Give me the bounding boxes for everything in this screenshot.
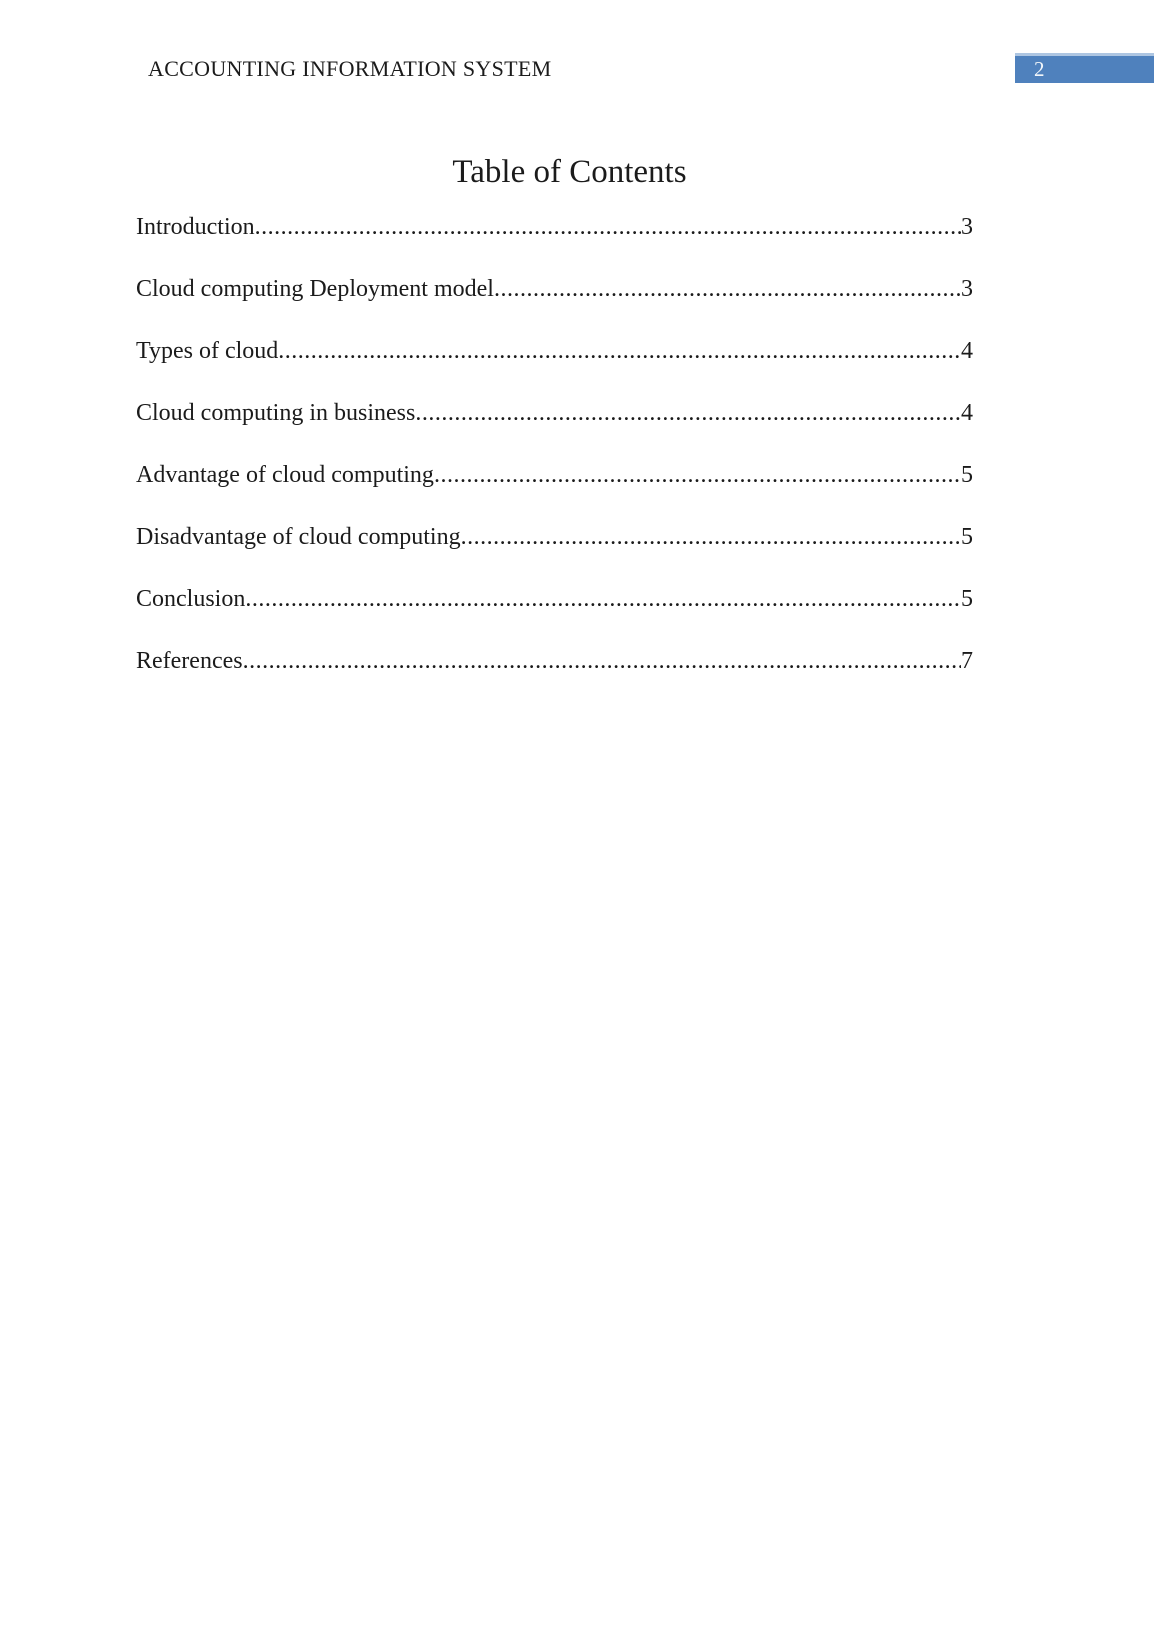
dot-leader	[278, 336, 961, 366]
toc-entry-page: 5	[961, 586, 973, 612]
toc-entry-label: Cloud computing in business	[136, 400, 416, 426]
toc-entry-page: 4	[961, 400, 973, 426]
toc-entry-label: Types of cloud	[136, 338, 279, 364]
toc-list	[136, 198, 973, 694]
page-number-box	[1015, 53, 1154, 83]
toc-entry-advantage-of-cloud-computing	[136, 446, 973, 508]
toc-entry-label: Introduction	[136, 214, 255, 240]
toc-entry-page: 4	[961, 338, 973, 364]
toc-entry-introduction	[136, 198, 973, 260]
dot-leader	[494, 274, 961, 304]
toc-entry-page: 5	[961, 462, 973, 488]
dot-leader	[434, 460, 961, 490]
toc-title: Table of Contents	[452, 154, 687, 190]
toc-entry-page: 7	[961, 648, 973, 674]
toc-entry-label: Advantage of cloud computing	[136, 462, 434, 488]
dot-leader	[415, 398, 961, 428]
page-number-value: 2	[1034, 57, 1045, 81]
dot-leader	[243, 646, 961, 676]
table-of-contents	[136, 152, 973, 694]
dot-leader	[255, 212, 961, 242]
toc-entry-page: 3	[961, 214, 973, 240]
toc-entry-label: Disadvantage of cloud computing	[136, 524, 461, 550]
dot-leader	[245, 584, 961, 614]
toc-entry-types-of-cloud	[136, 322, 973, 384]
toc-entry-label: Conclusion	[136, 586, 246, 612]
toc-entry-label: Cloud computing Deployment model	[136, 276, 494, 302]
toc-entry-label: References	[136, 648, 243, 674]
toc-entry-conclusion	[136, 570, 973, 632]
toc-entry-disadvantage-of-cloud-computing	[136, 508, 973, 570]
dot-leader	[461, 522, 961, 552]
toc-entry-cloud-computing-in-business	[136, 384, 973, 446]
running-header-title: ACCOUNTING INFORMATION SYSTEM	[148, 56, 552, 81]
toc-entry-cloud-computing-deployment-model	[136, 260, 973, 322]
toc-entry-references	[136, 632, 973, 694]
toc-entry-page: 3	[961, 276, 973, 302]
toc-entry-page: 5	[961, 524, 973, 550]
